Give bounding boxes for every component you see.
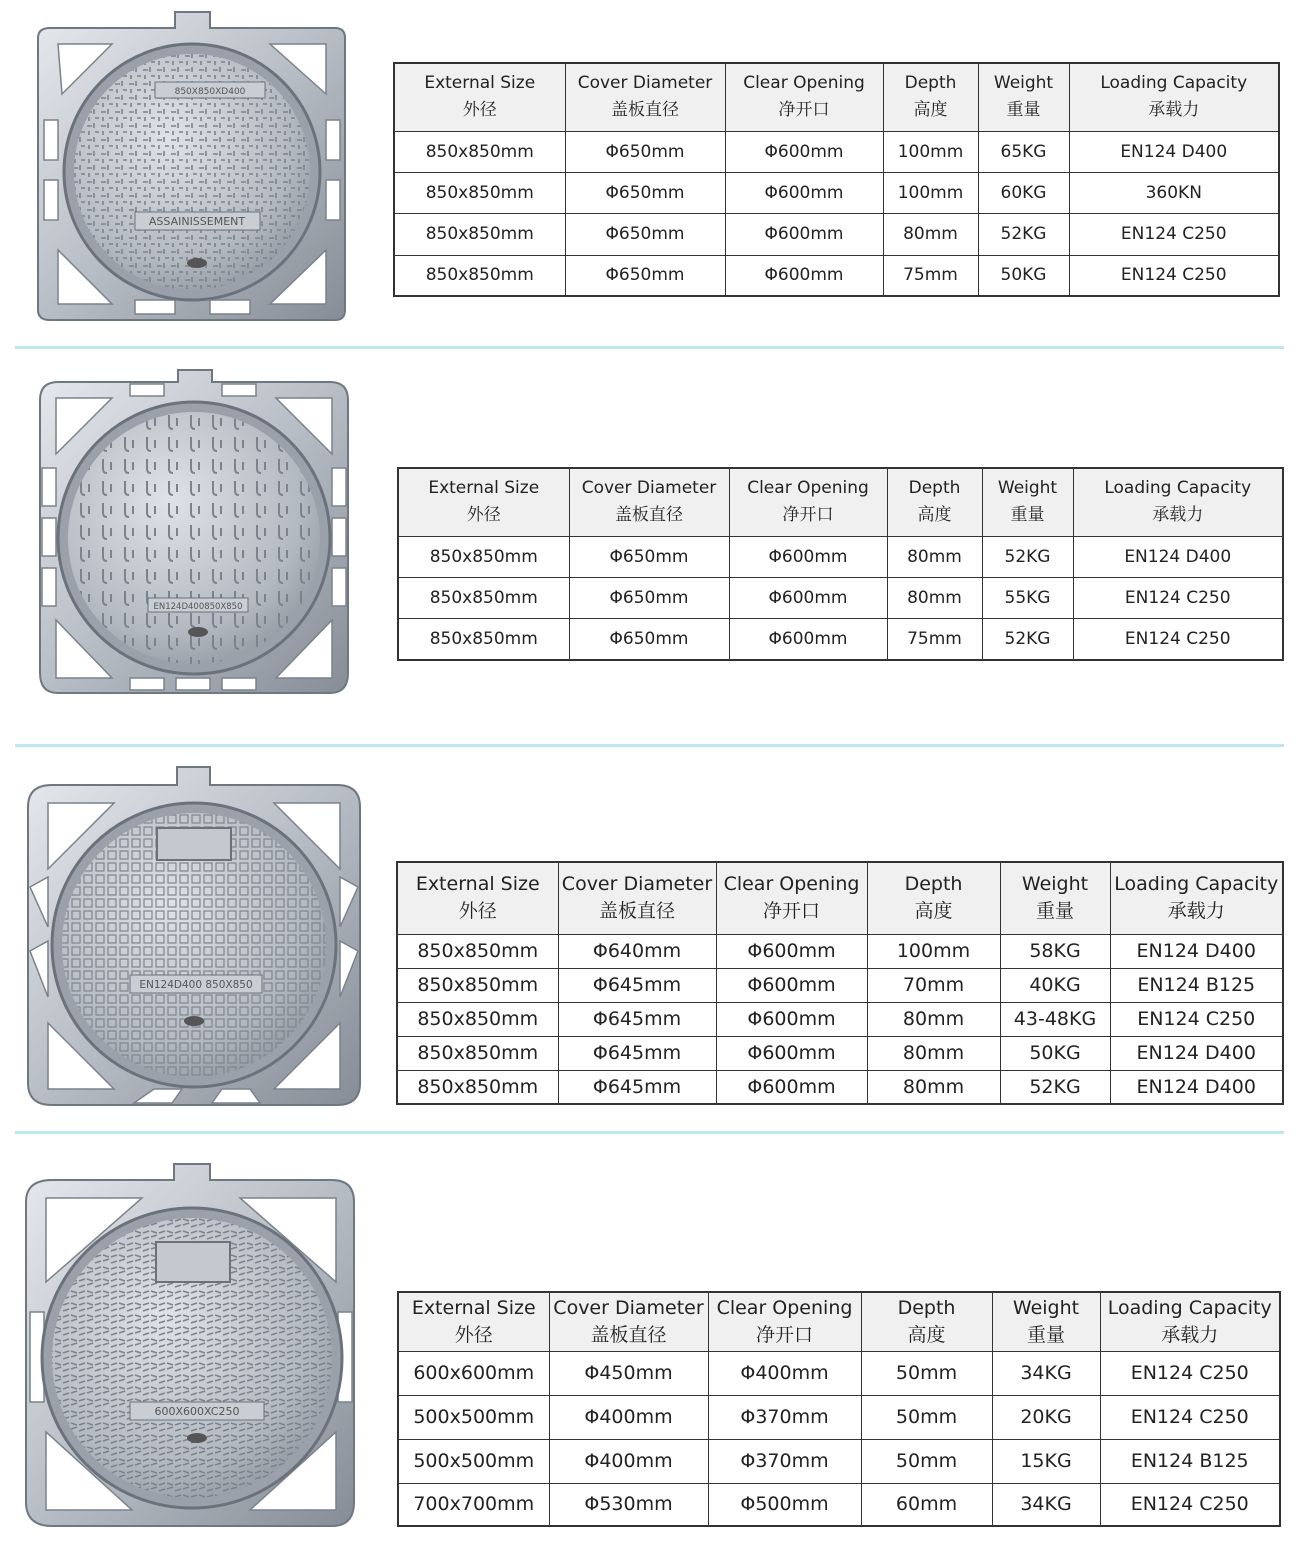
table-cell: Φ650mm bbox=[565, 255, 725, 296]
table-row bbox=[394, 172, 1279, 213]
table-cell: Φ600mm bbox=[716, 968, 867, 1002]
table-cell: 850x850mm bbox=[394, 131, 565, 172]
header-cover-diameter bbox=[569, 468, 729, 536]
header-label-zh: 高度 bbox=[914, 900, 953, 923]
header-label-en: Clear Opening bbox=[747, 478, 869, 499]
table-cell: 500x500mm bbox=[398, 1395, 549, 1439]
table-cell: 100mm bbox=[883, 172, 978, 213]
header-weight bbox=[982, 468, 1073, 536]
table-cell: 850x850mm bbox=[397, 934, 558, 968]
table-cell: 850x850mm bbox=[398, 577, 569, 618]
header-weight bbox=[992, 1292, 1100, 1351]
header-label-en: Cover Diameter bbox=[581, 478, 717, 499]
table-header-row bbox=[398, 468, 1283, 536]
table-cell: 600x600mm bbox=[398, 1351, 549, 1395]
header-label-en: External Size bbox=[415, 873, 540, 896]
header-label-zh: 重量 bbox=[1026, 1323, 1065, 1346]
table-cell: 60mm bbox=[861, 1483, 992, 1526]
header-label-en: External Size bbox=[424, 73, 536, 94]
table-cell: Φ650mm bbox=[569, 577, 729, 618]
table-cell: 850x850mm bbox=[397, 1036, 558, 1070]
table-cell: Φ650mm bbox=[569, 618, 729, 660]
table-cell: 50mm bbox=[861, 1439, 992, 1483]
table-cell: 52KG bbox=[982, 618, 1073, 660]
table-cell: EN124 C250 bbox=[1100, 1395, 1280, 1439]
table-row bbox=[398, 618, 1283, 660]
table-cell: 15KG bbox=[992, 1439, 1100, 1483]
header-label-zh: 承载力 bbox=[1161, 1323, 1219, 1346]
header-label-en: Depth bbox=[908, 478, 961, 499]
table-cell: Φ600mm bbox=[716, 1036, 867, 1070]
table-cell: 65KG bbox=[978, 131, 1069, 172]
table-cell: Φ600mm bbox=[729, 577, 887, 618]
table-row bbox=[398, 1483, 1280, 1526]
header-label-zh: 盖板直径 bbox=[598, 900, 675, 923]
table-cell: 20KG bbox=[992, 1395, 1100, 1439]
header-label-en: External Size bbox=[428, 478, 540, 499]
header-label-en: Weight bbox=[993, 73, 1054, 94]
table-cell: Φ370mm bbox=[708, 1395, 861, 1439]
header-cover-diameter bbox=[549, 1292, 708, 1351]
header-label-en: Loading Capacity bbox=[1114, 873, 1279, 896]
table-cell: 34KG bbox=[992, 1351, 1100, 1395]
table-cell: 50mm bbox=[861, 1395, 992, 1439]
table-cell: 850x850mm bbox=[397, 968, 558, 1002]
header-label-zh: 外径 bbox=[466, 505, 501, 526]
spec-table-4 bbox=[397, 1291, 1281, 1527]
header-weight bbox=[1000, 862, 1110, 934]
header-depth bbox=[883, 63, 978, 131]
table-cell: Φ400mm bbox=[549, 1395, 708, 1439]
table-cell: EN124 C250 bbox=[1100, 1351, 1280, 1395]
header-label-en: Weight bbox=[1021, 873, 1089, 896]
table-header-row bbox=[397, 862, 1283, 934]
header-loading-capacity bbox=[1110, 862, 1283, 934]
header-label-zh: 高度 bbox=[913, 100, 948, 121]
table-cell: 52KG bbox=[982, 536, 1073, 577]
table-cell: 50mm bbox=[861, 1351, 992, 1395]
header-label-en: Loading Capacity bbox=[1104, 478, 1252, 499]
table-cell: Φ645mm bbox=[558, 968, 716, 1002]
header-label-zh: 净开口 bbox=[755, 1323, 813, 1346]
table-cell: EN124 C250 bbox=[1073, 577, 1283, 618]
table-cell: Φ600mm bbox=[716, 934, 867, 968]
table-row bbox=[394, 131, 1279, 172]
table-cell: EN124 D400 bbox=[1073, 536, 1283, 577]
manhole-cover-image-1 bbox=[30, 10, 350, 325]
table-cell: 43-48KG bbox=[1000, 1002, 1110, 1036]
header-label-zh: 重量 bbox=[1006, 100, 1041, 121]
table-cell: 100mm bbox=[883, 131, 978, 172]
header-label-zh: 承载力 bbox=[1152, 505, 1204, 526]
table-row bbox=[397, 1070, 1283, 1104]
header-label-zh: 外径 bbox=[454, 1323, 493, 1346]
table-cell: Φ400mm bbox=[549, 1439, 708, 1483]
header-label-en: Cover Diameter bbox=[577, 73, 713, 94]
table-row bbox=[398, 1395, 1280, 1439]
header-label-en: Depth bbox=[904, 73, 957, 94]
header-label-en: Cover Diameter bbox=[561, 873, 713, 896]
cover-stamp-bottom: 600X600XC250 bbox=[154, 1405, 240, 1418]
cover-stamp-top: 850X850XD400 bbox=[174, 87, 246, 97]
table-cell: Φ450mm bbox=[549, 1351, 708, 1395]
table-cell: 34KG bbox=[992, 1483, 1100, 1526]
table-cell: Φ650mm bbox=[569, 536, 729, 577]
header-label-zh: 承载力 bbox=[1167, 900, 1225, 923]
cover-stamp-bottom: EN124D400850X850 bbox=[153, 602, 243, 612]
header-clear-opening bbox=[716, 862, 867, 934]
header-label-en: Weight bbox=[1012, 1296, 1080, 1319]
header-external-size bbox=[394, 63, 565, 131]
header-clear-opening bbox=[729, 468, 887, 536]
header-loading-capacity bbox=[1100, 1292, 1280, 1351]
header-label-en: Clear Opening bbox=[743, 73, 865, 94]
table-row bbox=[394, 213, 1279, 255]
table-cell: 80mm bbox=[887, 536, 982, 577]
table-cell: Φ600mm bbox=[725, 213, 883, 255]
table-cell: Φ600mm bbox=[725, 255, 883, 296]
section-divider bbox=[15, 346, 1284, 349]
header-label-zh: 净开口 bbox=[782, 505, 834, 526]
header-label-zh: 盖板直径 bbox=[615, 505, 683, 526]
header-label-zh: 净开口 bbox=[762, 900, 820, 923]
table-cell: 850x850mm bbox=[397, 1002, 558, 1036]
header-label-zh: 承载力 bbox=[1148, 100, 1200, 121]
table-cell: Φ650mm bbox=[565, 213, 725, 255]
cover-stamp-bottom: EN124D400 850X850 bbox=[139, 979, 253, 991]
header-label-en: Cover Diameter bbox=[553, 1296, 704, 1319]
spec-table-2 bbox=[397, 467, 1284, 661]
table-cell: 80mm bbox=[883, 213, 978, 255]
manhole-cover-image-4 bbox=[22, 1162, 362, 1532]
table-row bbox=[397, 968, 1283, 1002]
header-cover-diameter bbox=[558, 862, 716, 934]
table-cell: 100mm bbox=[867, 934, 1000, 968]
table-cell: 55KG bbox=[982, 577, 1073, 618]
header-label-en: External Size bbox=[411, 1296, 536, 1319]
table-cell: EN124 C250 bbox=[1110, 1002, 1283, 1036]
table-cell: 700x700mm bbox=[398, 1483, 549, 1526]
section-divider bbox=[15, 1131, 1284, 1134]
table-header-row bbox=[394, 63, 1279, 131]
cover-stamp-bottom: ASSAINISSEMENT bbox=[148, 215, 246, 228]
table-row bbox=[398, 1439, 1280, 1483]
header-label-zh: 盖板直径 bbox=[611, 100, 679, 121]
table-cell: 50KG bbox=[978, 255, 1069, 296]
table-cell: 80mm bbox=[867, 1070, 1000, 1104]
table-cell: EN124 C250 bbox=[1069, 255, 1279, 296]
header-external-size bbox=[398, 468, 569, 536]
table-row bbox=[397, 1002, 1283, 1036]
table-cell: Φ370mm bbox=[708, 1439, 861, 1483]
table-cell: 60KG bbox=[978, 172, 1069, 213]
header-cover-diameter bbox=[565, 63, 725, 131]
table-cell: 75mm bbox=[883, 255, 978, 296]
table-cell: EN124 D400 bbox=[1069, 131, 1279, 172]
table-cell: Φ600mm bbox=[725, 172, 883, 213]
header-external-size bbox=[398, 1292, 549, 1351]
header-label-zh: 高度 bbox=[907, 1323, 946, 1346]
header-loading-capacity bbox=[1069, 63, 1279, 131]
table-row bbox=[394, 255, 1279, 296]
header-label-zh: 净开口 bbox=[778, 100, 830, 121]
table-cell: 52KG bbox=[978, 213, 1069, 255]
table-cell: 500x500mm bbox=[398, 1439, 549, 1483]
header-label-zh: 外径 bbox=[462, 100, 497, 121]
header-label-en: Clear Opening bbox=[723, 873, 860, 896]
table-cell: 360KN bbox=[1069, 172, 1279, 213]
table-cell: Φ600mm bbox=[729, 536, 887, 577]
header-clear-opening bbox=[725, 63, 883, 131]
header-label-zh: 盖板直径 bbox=[590, 1323, 667, 1346]
header-external-size bbox=[397, 862, 558, 934]
table-cell: 50KG bbox=[1000, 1036, 1110, 1070]
table-cell: 80mm bbox=[887, 577, 982, 618]
manhole-cover-image-2 bbox=[30, 368, 360, 703]
header-label-zh: 外径 bbox=[458, 900, 497, 923]
table-row bbox=[398, 577, 1283, 618]
header-label-zh: 高度 bbox=[917, 505, 952, 526]
table-cell: 850x850mm bbox=[398, 536, 569, 577]
manhole-cover-image-3 bbox=[22, 765, 367, 1110]
table-cell: EN124 B125 bbox=[1100, 1439, 1280, 1483]
header-label-zh: 重量 bbox=[1035, 900, 1074, 923]
table-cell: EN124 B125 bbox=[1110, 968, 1283, 1002]
table-cell: Φ645mm bbox=[558, 1070, 716, 1104]
spec-table-3 bbox=[396, 861, 1284, 1105]
table-cell: Φ600mm bbox=[725, 131, 883, 172]
table-cell: 70mm bbox=[867, 968, 1000, 1002]
table-cell: 850x850mm bbox=[398, 618, 569, 660]
table-header-row bbox=[398, 1292, 1280, 1351]
table-cell: 850x850mm bbox=[394, 172, 565, 213]
header-depth bbox=[867, 862, 1000, 934]
table-row bbox=[397, 934, 1283, 968]
table-cell: Φ640mm bbox=[558, 934, 716, 968]
table-cell: 75mm bbox=[887, 618, 982, 660]
table-cell: 52KG bbox=[1000, 1070, 1110, 1104]
header-label-en: Clear Opening bbox=[716, 1296, 853, 1319]
table-cell: Φ600mm bbox=[716, 1002, 867, 1036]
spec-table-1 bbox=[393, 62, 1280, 297]
table-row bbox=[398, 1351, 1280, 1395]
table-cell: 850x850mm bbox=[394, 213, 565, 255]
header-clear-opening bbox=[708, 1292, 861, 1351]
header-label-en: Depth bbox=[897, 1296, 956, 1319]
table-cell: EN124 C250 bbox=[1069, 213, 1279, 255]
table-cell: Φ645mm bbox=[558, 1002, 716, 1036]
table-row bbox=[397, 1036, 1283, 1070]
table-cell: Φ600mm bbox=[729, 618, 887, 660]
header-loading-capacity bbox=[1073, 468, 1283, 536]
header-label-en: Weight bbox=[997, 478, 1058, 499]
section-divider bbox=[15, 744, 1284, 747]
header-label-en: Depth bbox=[904, 873, 963, 896]
table-cell: Φ650mm bbox=[565, 172, 725, 213]
header-label-en: Loading Capacity bbox=[1100, 73, 1248, 94]
header-label-zh: 重量 bbox=[1010, 505, 1045, 526]
table-cell: 80mm bbox=[867, 1002, 1000, 1036]
table-cell: 850x850mm bbox=[397, 1070, 558, 1104]
table-cell: 58KG bbox=[1000, 934, 1110, 968]
table-cell: 850x850mm bbox=[394, 255, 565, 296]
table-cell: EN124 D400 bbox=[1110, 1036, 1283, 1070]
table-cell: Φ650mm bbox=[565, 131, 725, 172]
header-label-en: Loading Capacity bbox=[1107, 1296, 1272, 1319]
table-cell: EN124 C250 bbox=[1073, 618, 1283, 660]
table-cell: EN124 D400 bbox=[1110, 934, 1283, 968]
table-row bbox=[398, 536, 1283, 577]
header-weight bbox=[978, 63, 1069, 131]
table-cell: Φ500mm bbox=[708, 1483, 861, 1526]
header-depth bbox=[861, 1292, 992, 1351]
table-cell: EN124 C250 bbox=[1100, 1483, 1280, 1526]
table-cell: 80mm bbox=[867, 1036, 1000, 1070]
header-depth bbox=[887, 468, 982, 536]
table-cell: EN124 D400 bbox=[1110, 1070, 1283, 1104]
table-cell: Φ645mm bbox=[558, 1036, 716, 1070]
table-cell: Φ400mm bbox=[708, 1351, 861, 1395]
table-cell: Φ530mm bbox=[549, 1483, 708, 1526]
table-cell: 40KG bbox=[1000, 968, 1110, 1002]
table-cell: Φ600mm bbox=[716, 1070, 867, 1104]
